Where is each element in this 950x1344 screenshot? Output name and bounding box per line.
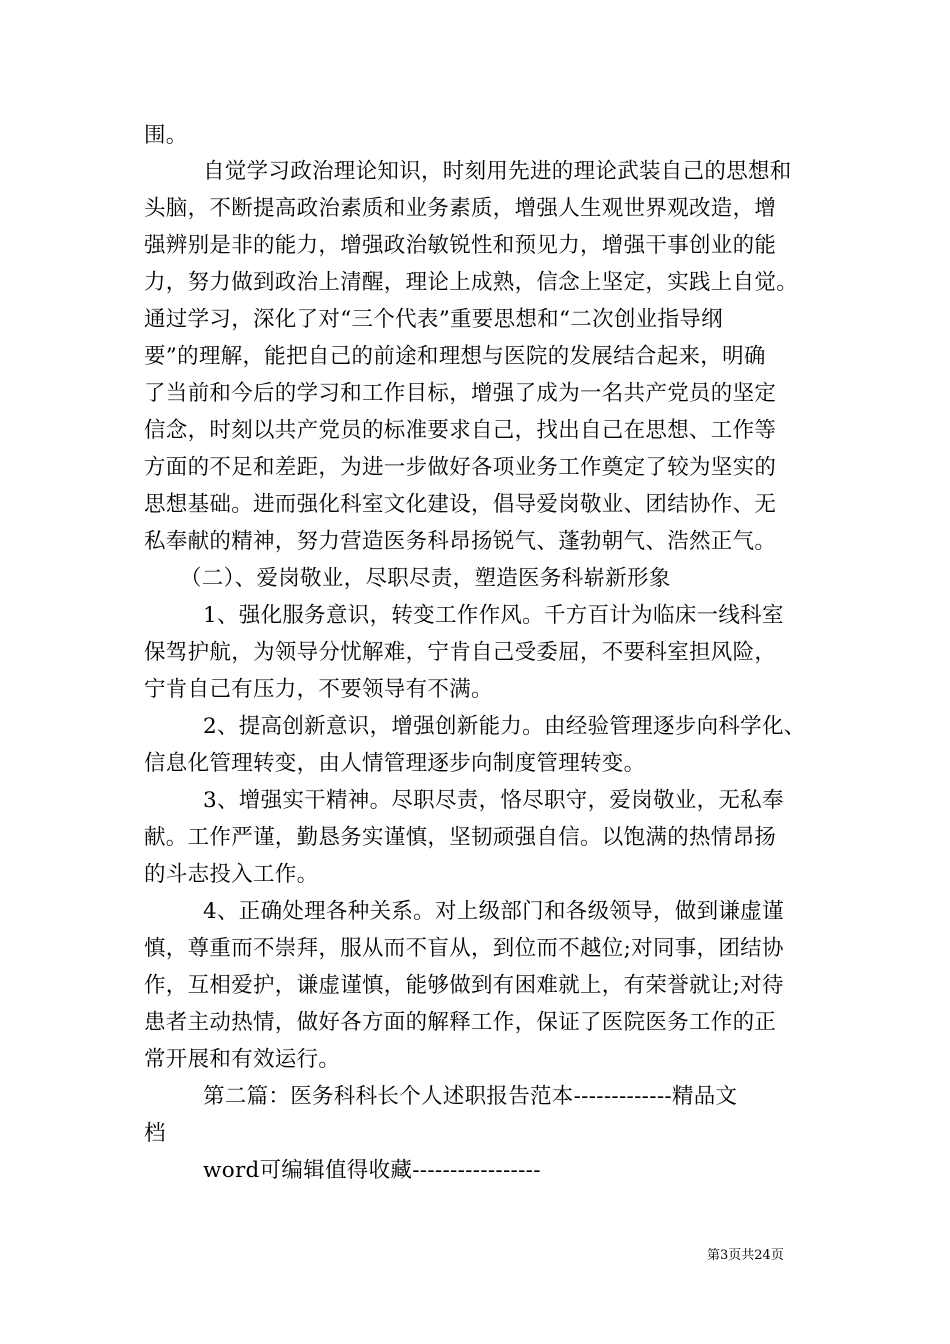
chapter-title-continued: 档 (144, 1121, 166, 1146)
body-text-line: 3、增强实干精神。尽职尽责，恪尽职守，爱岗敬业，无私奉 (203, 788, 784, 813)
body-text-line: 思想基础。进而强化科室文化建设，倡导爱岗敬业、团结协作、无 (144, 492, 777, 517)
body-text-line: 通过学习，深化了对“三个代表”重要思想和“二次创业指导纲 (144, 307, 723, 332)
body-text-line: 信念，时刻以共产党员的标准要求自己，找出自己在思想、工作等 (144, 418, 777, 443)
body-text-line: 患者主动热情，做好各方面的解释工作，保证了医院医务工作的正 (144, 1010, 777, 1035)
watermark-text: word可编辑值得收藏----------------- (203, 1158, 541, 1183)
body-text-line: 保驾护航，为领导分忧解难，宁肯自己受委屈，不要科室担风险， (144, 640, 777, 665)
body-text-line: 宁肯自己有压力，不要领导有不满。 (144, 677, 493, 702)
section-heading: （二）、爱岗敬业，尽职尽责，塑造医务科崭新形象 (180, 566, 671, 591)
body-text-line: 要”的理解，能把自己的前途和理想与医院的发展结合起来，明确 (144, 344, 766, 369)
body-text-line: 信息化管理转变，由人情管理逐步向制度管理转变。 (144, 751, 646, 776)
body-text-line: 2、提高创新意识，增强创新能力。由经验管理逐步向科学化、 (203, 714, 806, 739)
body-text-line: 力，努力做到政治上清醒，理论上成熟，信念上坚定，实践上自觉。 (144, 270, 799, 295)
body-text-line: 献。工作严谨，勤恳务实谨慎，坚韧顽强自信。以饱满的热情昂扬 (144, 825, 777, 850)
body-text-line: 头脑，不断提高政治素质和业务素质，增强人生观世界观改造，增 (144, 196, 777, 221)
body-text-line: 围。 (144, 123, 188, 148)
body-text-line: 常开展和有效运行。 (144, 1047, 341, 1072)
body-text-line: 自觉学习政治理论知识，时刻用先进的理论武装自己的思想和 (203, 159, 792, 184)
body-text-line: 1、强化服务意识，转变工作作风。千方百计为临床一线科室 (203, 603, 784, 628)
body-text-line: 慎，尊重而不崇拜，服从而不盲从，到位而不越位;对同事，团结协 (144, 936, 784, 961)
body-text-line: 私奉献的精神，努力营造医务科昂扬锐气、蓬勃朝气、浩然正气。 (144, 529, 777, 554)
body-text-line: 作，互相爱护，谦虚谨慎，能够做到有困难就上，有荣誉就让;对待 (144, 973, 784, 998)
body-text-line: 强辨别是非的能力，增强政治敏锐性和预见力，增强干事创业的能 (144, 233, 777, 258)
page-number-footer: 第3页共24页 (707, 1248, 784, 1263)
body-text-line: 的斗志投入工作。 (144, 862, 319, 887)
body-text-line: 方面的不足和差距，为进一步做好各项业务工作奠定了较为坚实的 (144, 455, 777, 480)
chapter-title: 第二篇：医务科科长个人述职报告范本-------------精品文 (203, 1084, 738, 1109)
body-text-line: 4、正确处理各种关系。对上级部门和各级领导，做到谦虚谨 (203, 899, 784, 924)
body-text-line: 了当前和今后的学习和工作目标，增强了成为一名共产党员的坚定 (144, 381, 777, 406)
